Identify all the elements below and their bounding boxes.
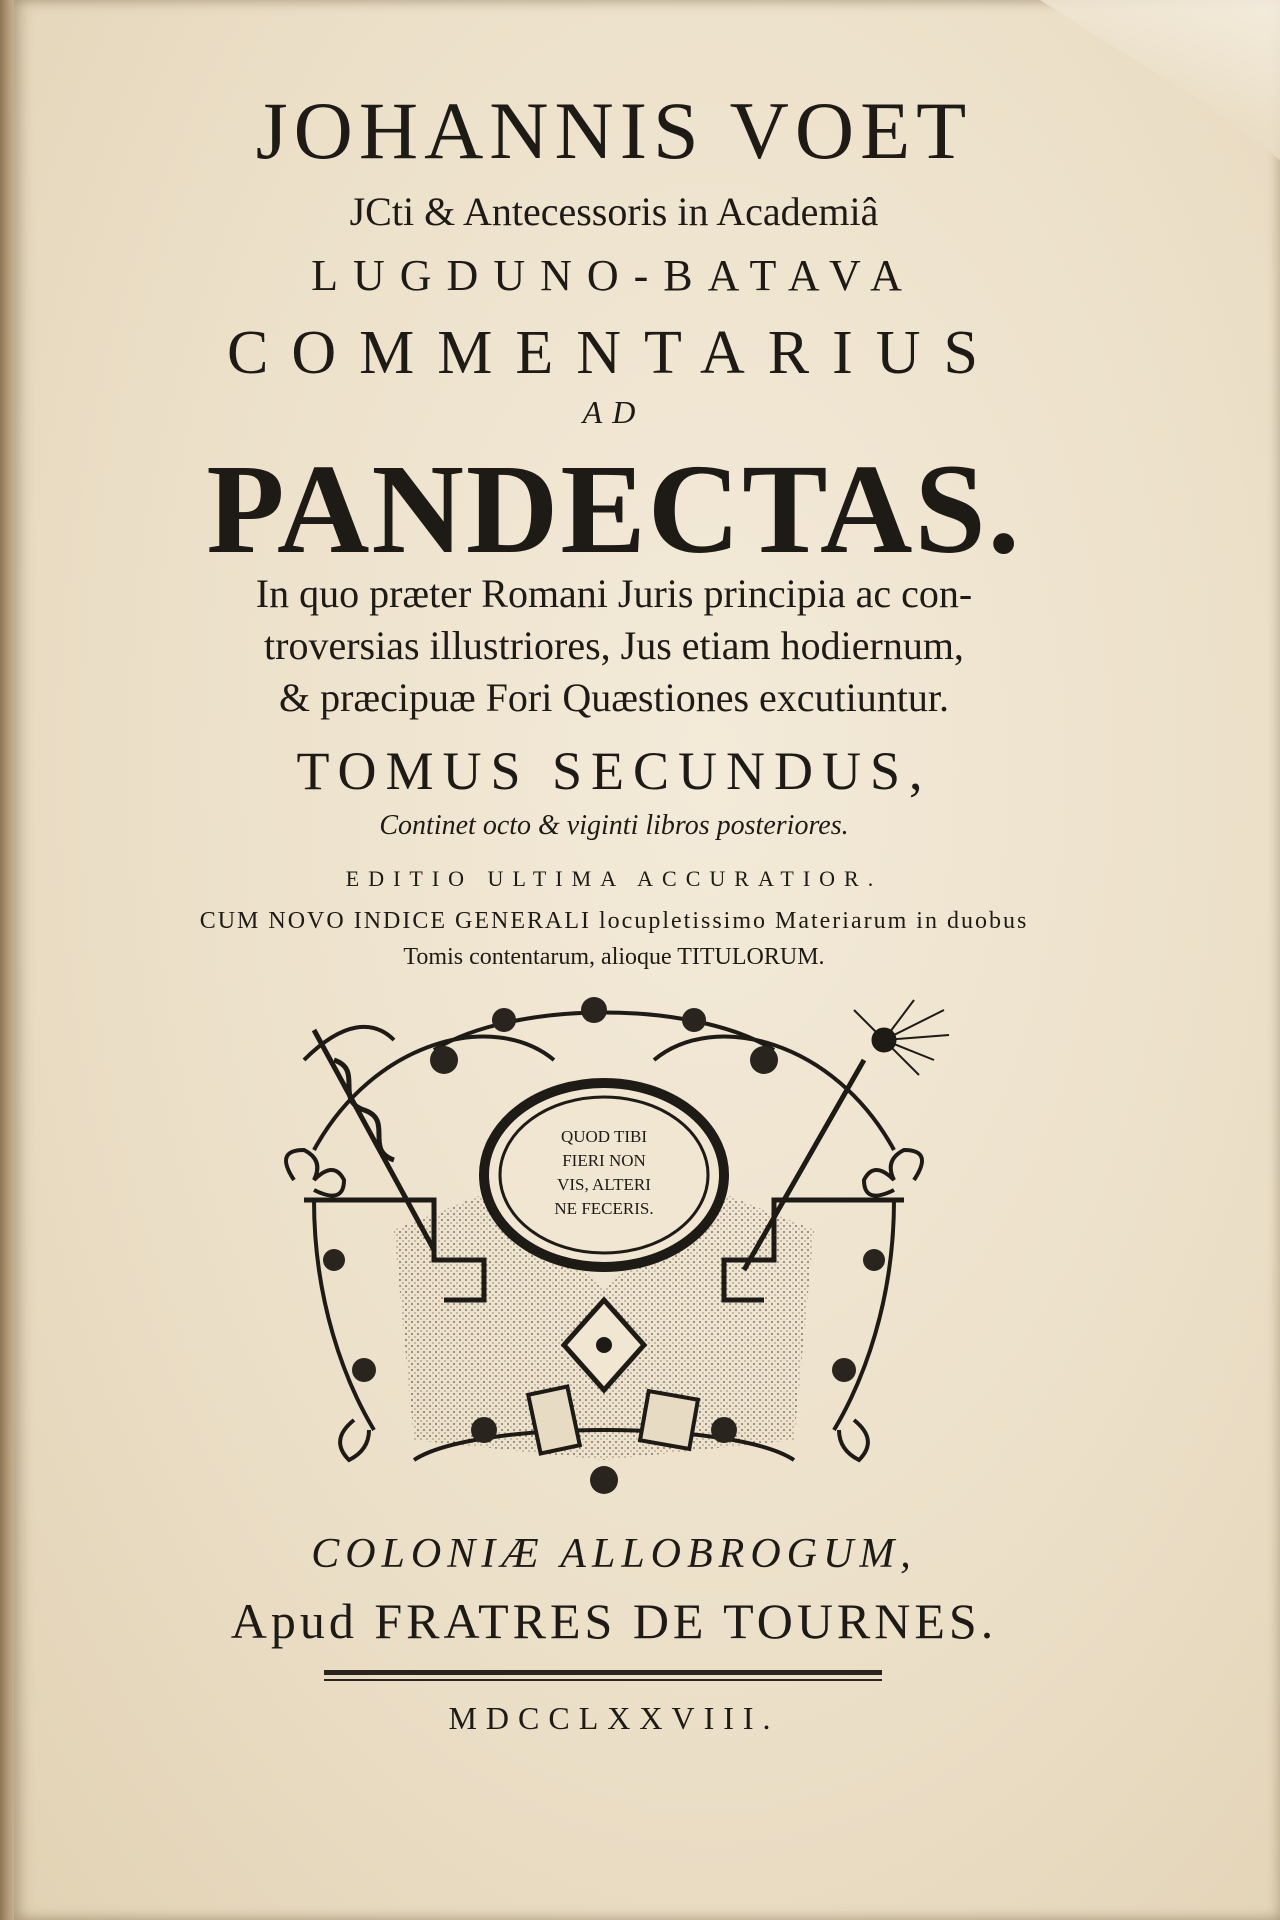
edition-note: EDITIO ULTIMA ACCURATIOR.	[345, 866, 883, 891]
author-name: JOHANNIS VOET	[255, 85, 973, 176]
volume-label: TOMUS SECUNDUS,	[296, 741, 932, 801]
title-page	[14, 0, 1280, 1920]
work-title: COMMENTARIUS	[227, 319, 1001, 387]
publication-year: MDCCLXXVIII.	[448, 1700, 780, 1736]
divider-rule	[324, 1670, 882, 1675]
divider-rule-thin	[324, 1679, 882, 1681]
description-line: In quo præter Romani Juris principia ac con-	[255, 571, 973, 616]
motto-line: FIERI NON	[562, 1151, 646, 1170]
motto-line: VIS, ALTERI	[557, 1175, 651, 1194]
vignette-motto	[519, 1125, 689, 1221]
preposition: AD	[582, 394, 646, 430]
academy-name: LUGDUNO-BATAVA	[311, 251, 917, 300]
index-note-continued: Tomis contentarum, alioque TITULORUM.	[403, 944, 825, 970]
publication-place: COLONIÆ ALLOBROGUM,	[311, 1531, 917, 1577]
description-line: & præcipuæ Fori Quæstiones excutiuntur.	[279, 675, 949, 720]
subject-title: PANDECTAS.	[206, 438, 1022, 580]
publisher: Apud FRATRES DE TOURNES.	[230, 1593, 998, 1649]
volume-contents: Continet octo & viginti libros posteriores.	[379, 810, 849, 841]
author-title: JCti & Antecessoris in Academiâ	[349, 189, 879, 234]
motto-line: QUOD TIBI	[560, 1127, 648, 1146]
motto-line: NE FECERIS.	[554, 1199, 654, 1218]
index-note: CUM NOVO INDICE GENERALI locupletissimo Materiarum in duobus	[199, 908, 1029, 934]
description-line: troversias illustriores, Jus etiam hodiernum,	[264, 623, 964, 668]
